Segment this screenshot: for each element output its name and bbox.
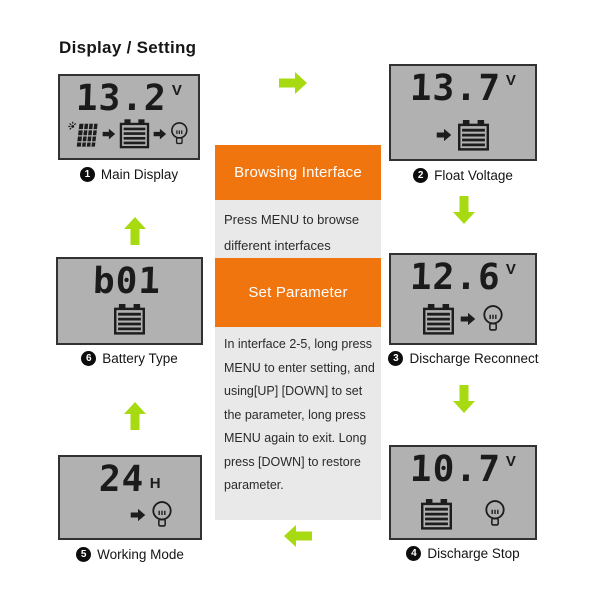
text-line: MENU again to exit. Long [224,431,367,445]
caption-label: Discharge Reconnect [409,351,539,366]
set-parameter-header: Set Parameter [215,258,381,327]
lcd-screen-main-display [58,74,200,160]
lcd-screen-discharge-stop [389,445,537,540]
green-cycle-arrow-icon [451,194,477,226]
browsing-interface-text [224,207,376,259]
lcd-value: 12.6 [409,257,502,298]
green-cycle-arrow-icon [277,70,309,96]
flow-arrow-icon [102,126,116,142]
caption-discharge-reconnect [381,351,546,366]
set-parameter-text [224,333,376,498]
step-number-badge: 3 [388,351,403,366]
lcd-icon-row [399,497,527,531]
text-line: different interfaces [224,238,331,253]
light-bulb-icon [483,499,507,529]
green-cycle-arrow-icon [282,523,314,549]
lcd-value: 13.2 [75,78,168,119]
lcd-value: 13.7 [409,68,502,109]
lcd-readout [68,459,192,500]
lcd-unit: V [505,72,516,89]
lcd-screen-battery-type [56,257,203,345]
flow-arrow-icon [130,507,146,523]
lcd-readout [68,78,190,119]
step-number-badge: 2 [413,168,428,183]
solar-panel-icon [68,119,99,150]
green-cycle-arrow-icon [122,215,148,247]
browsing-interface-header: Browsing Interface [215,145,381,200]
text-line: MENU to enter setting, and [224,360,375,375]
caption-float-voltage [383,168,543,183]
lcd-value: 24 [98,459,146,500]
lcd-readout [399,68,527,109]
page-title: Display / Setting [59,38,197,57]
lcd-readout [399,257,527,298]
caption-battery-type [47,351,212,366]
caption-main-display [49,167,209,182]
text-line: parameter. [224,478,284,492]
battery-icon [457,120,490,151]
lcd-readout [66,261,193,302]
step-number-badge: 1 [80,167,95,182]
lcd-screen-working-mode [58,455,202,540]
lcd-screen-discharge-reconnect [389,253,537,345]
lcd-icon-row [68,498,192,531]
light-bulb-icon [150,500,174,530]
lcd-unit: H [149,475,161,492]
battery-icon [422,304,455,335]
text-line: using[UP] [DOWN] to set [224,384,363,398]
text-line: Press MENU to browse [224,212,360,227]
green-cycle-arrow-icon [122,400,148,432]
explanation-panel [215,145,381,520]
caption-working-mode [50,547,210,562]
caption-label: Float Voltage [434,168,513,183]
caption-label: Battery Type [102,351,178,366]
light-bulb-icon [481,304,505,334]
lcd-unit: V [505,261,516,278]
text-line: the parameter, long press [224,407,366,422]
lcd-icon-row [399,302,527,336]
lcd-unit: V [171,82,182,99]
lcd-value: 10.7 [409,449,502,490]
text-line: press [DOWN] to restore [224,454,361,469]
lcd-icon-row [66,302,193,336]
caption-label: Main Display [100,167,179,182]
caption-label: Discharge Stop [427,546,520,561]
lcd-readout [399,449,527,490]
step-number-badge: 5 [76,547,91,562]
flow-arrow-icon [436,127,452,143]
lcd-icon-row [68,117,190,151]
flow-arrow-icon [460,311,476,327]
battery-icon [119,117,150,151]
flow-arrow-icon [153,126,167,142]
lcd-screen-float-voltage [389,64,537,161]
text-line: In interface 2-5, long press [224,337,372,351]
battery-icon [420,499,453,530]
lcd-value: b01 [92,261,162,302]
light-bulb-icon [169,119,190,149]
caption-label: Working Mode [97,547,184,562]
battery-icon [113,304,146,335]
step-number-badge: 4 [406,546,421,561]
caption-discharge-stop [383,546,543,561]
lcd-unit: V [505,453,516,470]
lcd-icon-row [399,118,527,152]
green-cycle-arrow-icon [451,383,477,415]
step-number-badge: 6 [81,351,96,366]
